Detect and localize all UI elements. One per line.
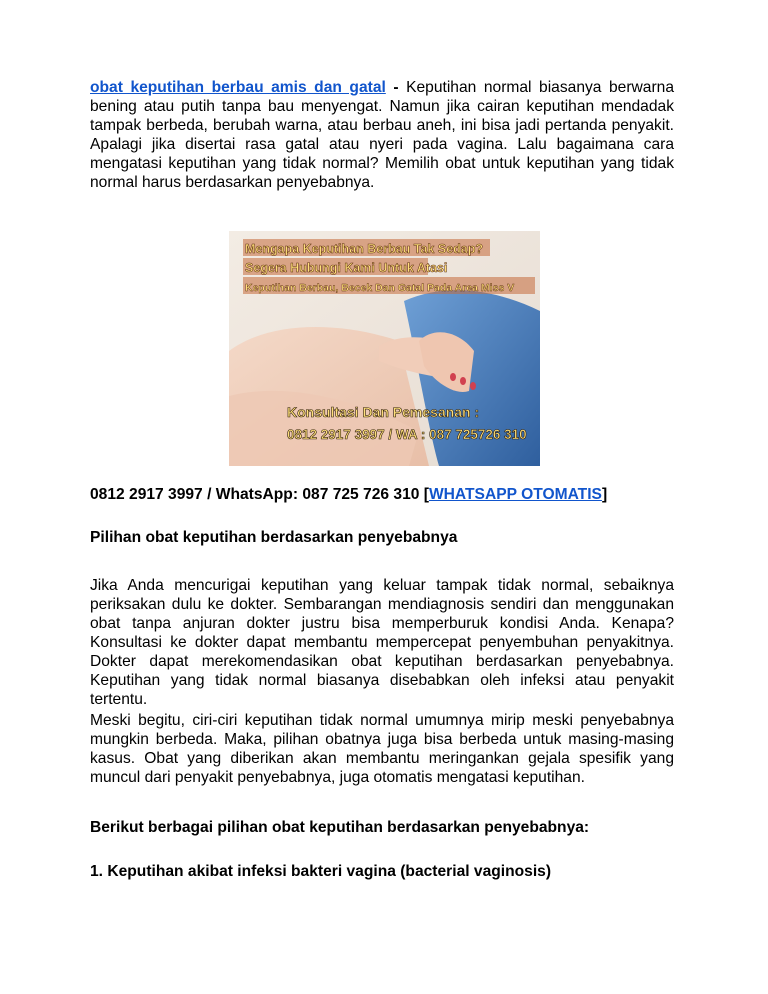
whatsapp-link[interactable]: WHATSAPP OTOMATIS [428,486,602,503]
list-heading: Berikut berbagai pilihan obat keputihan berdasarkan penyebabnya: [90,819,590,836]
intro-separator: - [393,79,399,96]
paragraph-symptoms [90,711,674,787]
contact-close: ] [601,486,608,503]
banner-line3: Keputihan Berbau, Becek Dan Gatal Pada Area Miss V [245,282,515,294]
banner-consult-phone: 0812 2917 3997 / WA : 087 725726 310 [287,427,527,442]
subheading-bacterial-vaginosis: 1. Keputihan akibat infeksi bakteri vagina (bacterial vaginosis) [90,863,552,880]
intro-paragraph [90,78,674,192]
banner-consult-label: Konsultasi Dan Pemesanan : [287,404,480,420]
banner-line1: Mengapa Keputihan Berbau Tak Sedap? [245,242,484,256]
contact-text: 0812 2917 3997 / WhatsApp: 087 725 726 310 [ [90,486,429,503]
banner-line2: Segera Hubungi Kami Untuk Atasi [245,261,448,275]
intro-link[interactable]: obat keputihan berbau amis dan gatal [90,79,386,96]
contact-line [90,486,607,504]
paragraph-symptoms-text: Meski begitu, ciri-ciri keputihan tidak normal umumnya mirip meski penyebabnya mungkin berbeda. Maka, pilihan obatnya juga bisa berbeda untuk masing-masing kasus. Obat yang diberikan akan membantu meringankan gejala spesifik yang muncul dari penyakit penyebabnya, juga otomatis mengatasi keputihan. [90,712,674,786]
paragraph-consult [90,576,674,709]
paragraph-consult-text: Jika Anda mencurigai keputihan yang keluar tampak tidak normal, sebaiknya periksakan dulu ke dokter. Sembarangan mendiagnosis sendiri dan menggunakan obat tanpa anjuran dokter justru bisa memperburuk kondisi Anda. Kenapa? Konsultasi ke dokter dapat membantu mempercepat penyembuhan penyakitnya. Dokter dapat merekomendasikan obat keputihan berdasarkan penyebabnya. Keputihan yang tidak normal biasanya disebabkan oleh infeksi atau penyakit tertentu. [90,577,674,708]
section-heading: Pilihan obat keputihan berdasarkan penyebabnya [90,529,458,546]
promo-banner-image [229,231,540,466]
intro-text: Keputihan normal biasanya berwarna bening atau putih tanpa bau menyengat. Namun jika cairan keputihan mendadak tampak berbeda, berubah warna, atau berbau aneh, ini bisa jadi pertanda penyakit. Apalagi jika disertai rasa gatal atau nyeri pada vagina. Lalu bagaimana cara mengatasi keputihan yang tidak normal? Memilih obat untuk keputihan yang tidak normal harus berdasarkan penyebabnya. [90,79,674,191]
